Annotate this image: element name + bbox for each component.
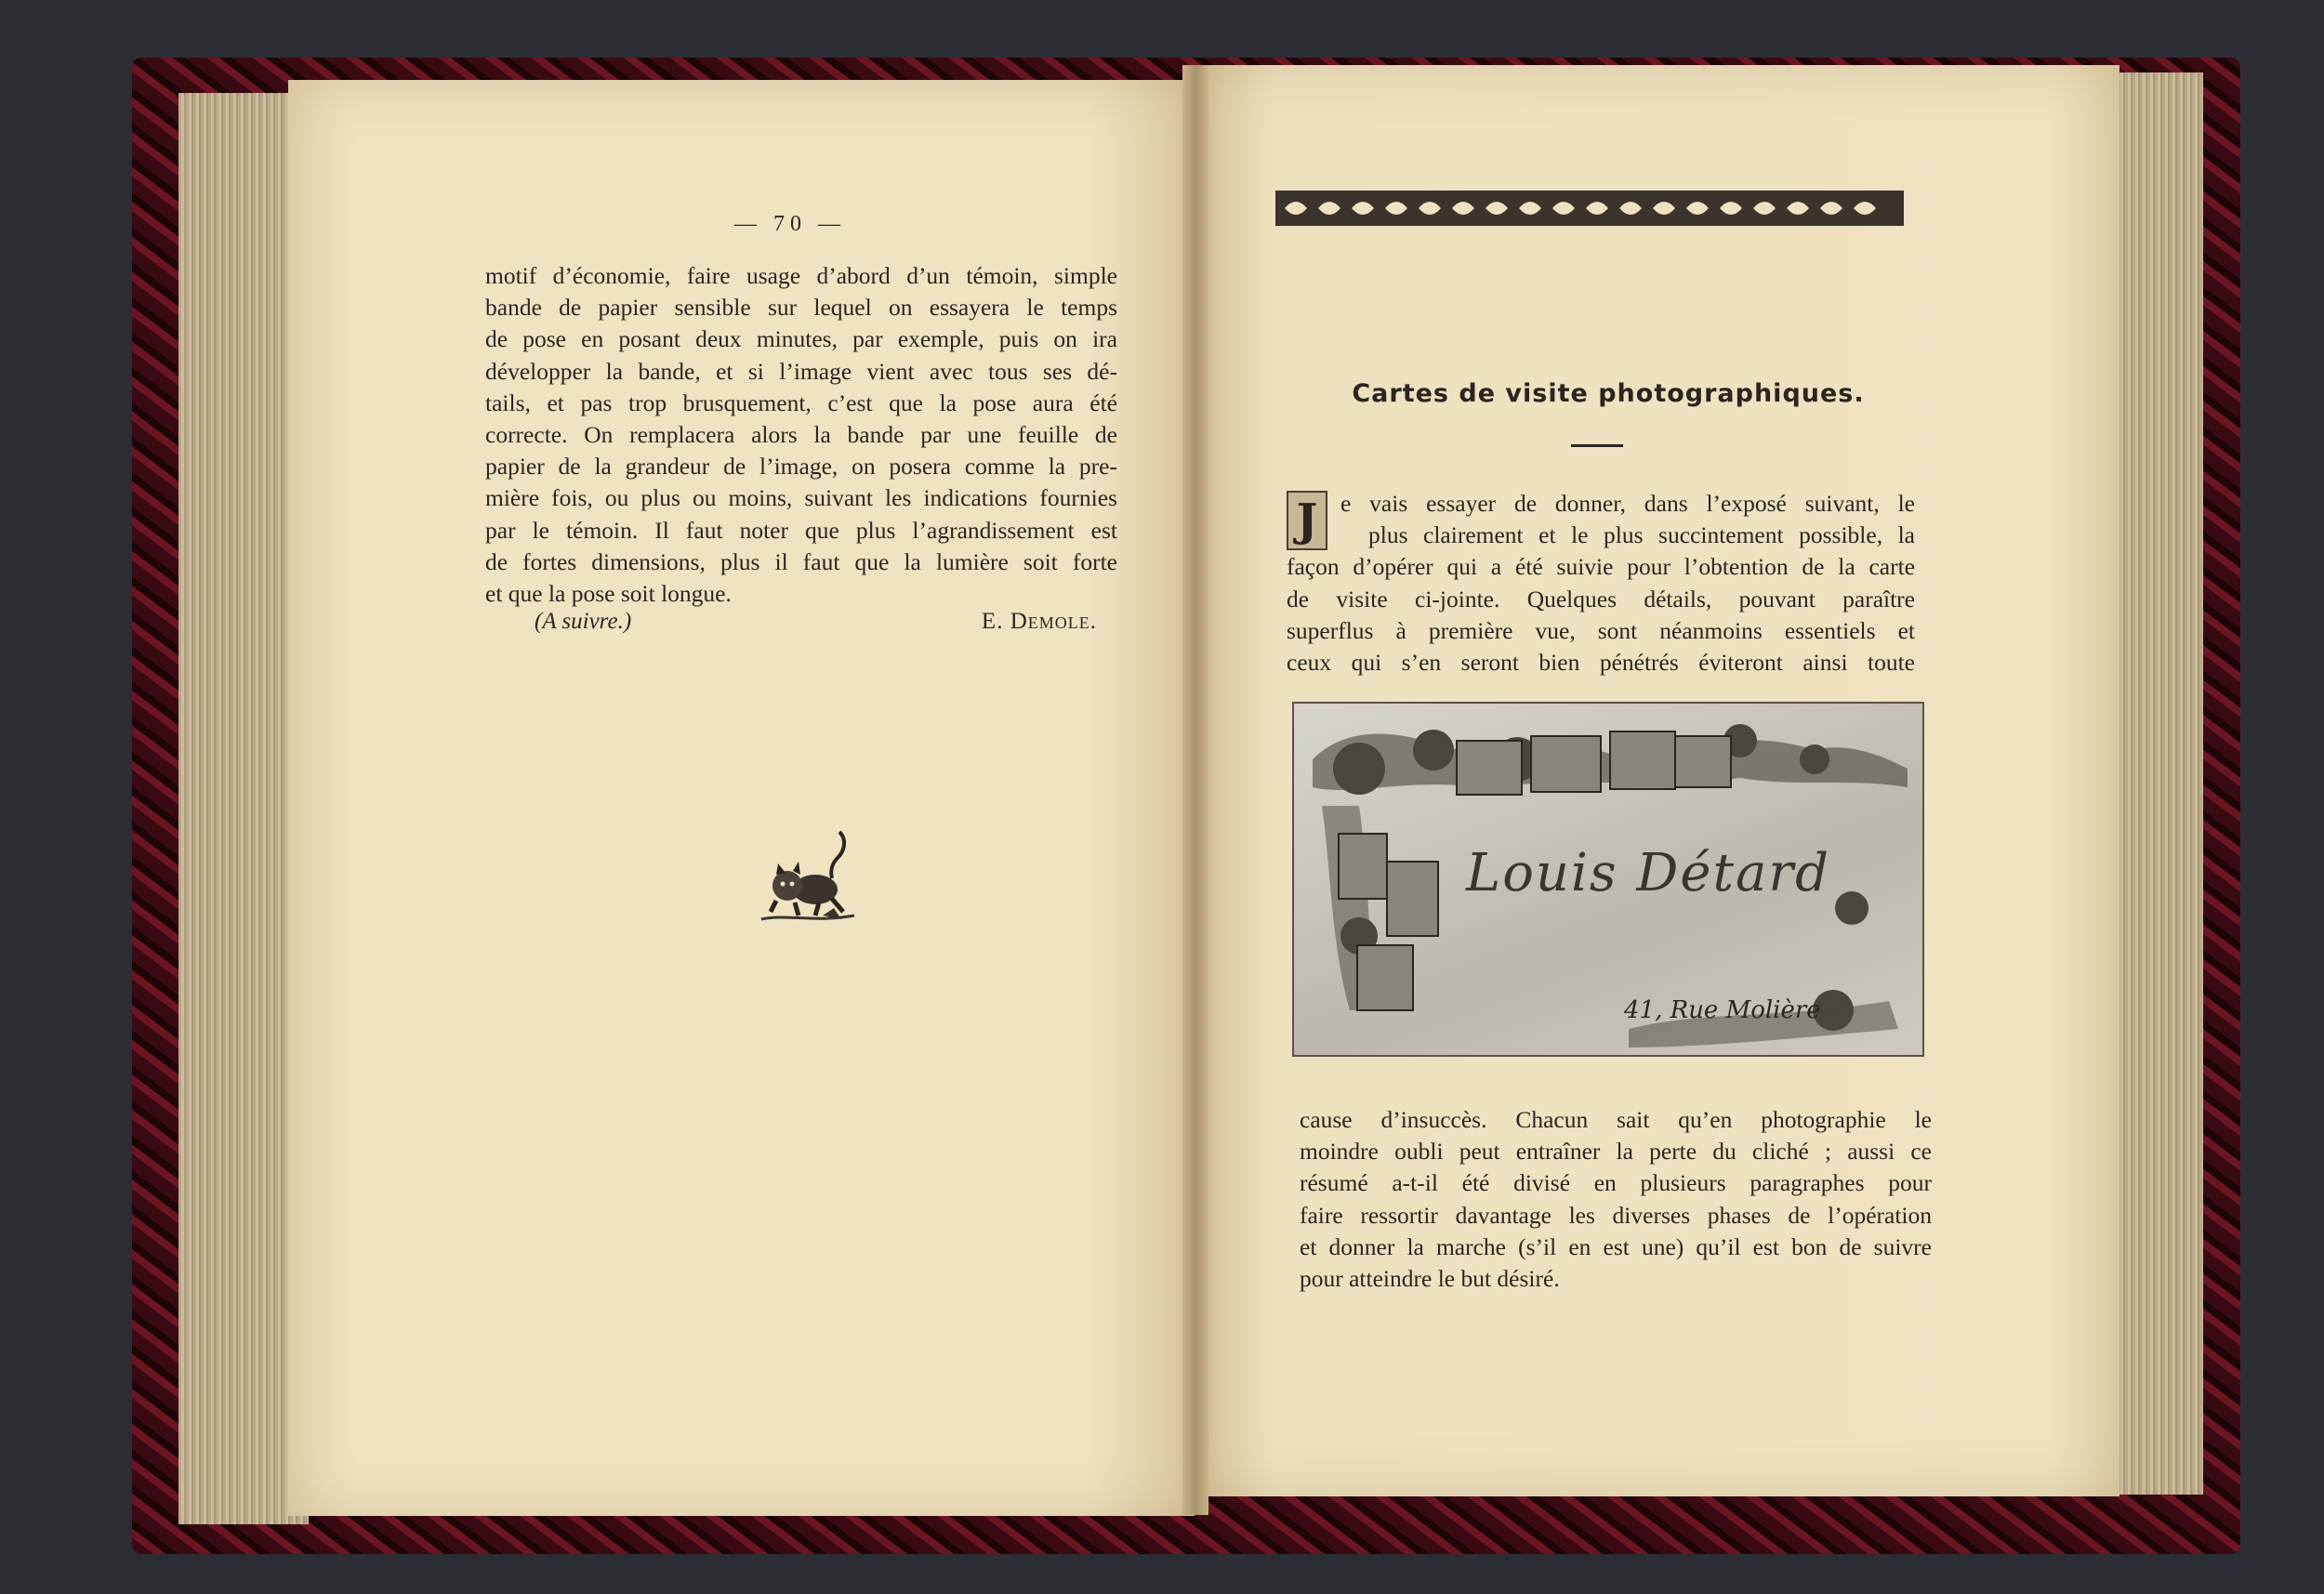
right-body-text bbox=[1300, 1104, 1932, 1295]
text-line: papier de la grandeur de l’image, on posera comme la pre- bbox=[485, 453, 1117, 481]
text-line: ceux qui s’en seront bien pénétrés éviteront ainsi toute bbox=[1287, 649, 1915, 677]
text-line: et donner la marche (s’il en est une) qu’il est bon de suivre bbox=[1300, 1232, 1932, 1260]
card-address: 41, Rue Molière bbox=[1624, 996, 1821, 1024]
text-line: faire ressortir davantage les diverses phases de l’opération bbox=[1300, 1201, 1932, 1229]
text-line: développer la bande, et si l’image vient avec tous ses dé- bbox=[485, 357, 1117, 385]
text-line: et que la pose soit longue. bbox=[485, 580, 732, 608]
text-line: de fortes dimensions, plus il faut que la lumière soit forte bbox=[485, 547, 1117, 575]
text-line: résumé a-t-il été divisé en plusieurs paragraphes pour bbox=[1300, 1169, 1932, 1197]
section-title: Cartes de visite photographiques. bbox=[1352, 379, 1865, 408]
text-line: pour atteindre le but désiré. bbox=[1300, 1265, 1560, 1293]
text-line: de pose en posant deux minutes, par exemple, puis on ira bbox=[485, 325, 1117, 353]
visiting-card-photo bbox=[1292, 702, 1924, 1057]
text-line: cause d’insuccès. Chacun sait qu’en photographie le bbox=[1300, 1106, 1932, 1133]
kitten-vignette-icon bbox=[758, 823, 860, 934]
right-page-edges bbox=[2110, 72, 2203, 1495]
text-line: superflus à première vue, sont néanmoins essentiels et bbox=[1287, 616, 1915, 644]
text-line: e vais essayer de donner, dans l’exposé suivant, le bbox=[1340, 490, 1915, 517]
drop-cap: J bbox=[1287, 491, 1327, 550]
book-gutter bbox=[1182, 65, 1208, 1515]
text-line: bande de papier sensible sur lequel on essayera le temps bbox=[485, 294, 1117, 322]
left-body-text bbox=[485, 260, 1117, 610]
text-line: par le témoin. Il faut noter que plus l’agrandissement est bbox=[485, 516, 1117, 544]
page-number: — 70 — bbox=[734, 212, 846, 236]
card-name: Louis Détard bbox=[1466, 843, 1830, 903]
author-signature: E. Demole. bbox=[981, 609, 1097, 634]
text-line: moindre oubli peut entraîner la perte du cliché ; aussi ce bbox=[1300, 1138, 1932, 1166]
text-line: de visite ci-jointe. Quelques détails, pouvant paraître bbox=[1287, 585, 1915, 613]
text-line: façon d’opérer qui a été suivie pour l’obtention de la carte bbox=[1287, 553, 1915, 581]
text-line: plus clairement et le plus succintement possible, la bbox=[1368, 521, 1915, 549]
text-line: motif d’économie, faire usage d’abord d’un témoin, simple bbox=[485, 262, 1117, 289]
text-line: mière fois, ou plus ou moins, suivant les indications fournies bbox=[485, 484, 1117, 512]
text-line: tails, et pas trop brusquement, c’est que la pose aura été bbox=[485, 389, 1117, 416]
to-follow-note: (A suivre.) bbox=[535, 609, 632, 634]
signature-row bbox=[535, 609, 1097, 635]
title-rule bbox=[1571, 444, 1623, 447]
decorative-header-band bbox=[1275, 191, 1904, 226]
right-intro-text bbox=[1287, 488, 1915, 678]
text-line: correcte. On remplacera alors la bande par une feuille de bbox=[485, 421, 1117, 449]
